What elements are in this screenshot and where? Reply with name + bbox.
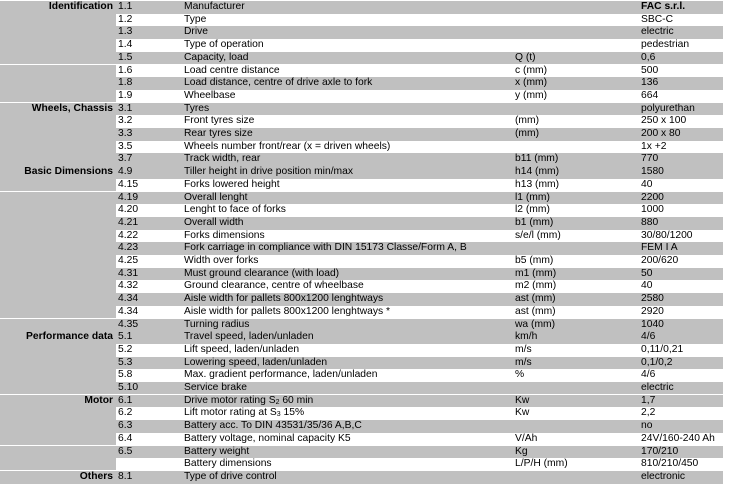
item-description: Battery acc. To DIN 43531/35/36 A,B,C	[184, 420, 362, 432]
item-value: 2920	[641, 305, 664, 317]
item-description: Forks dimensions	[184, 229, 265, 241]
table-row	[0, 306, 733, 319]
item-code: 4.35	[118, 318, 139, 330]
item-code: 4.9	[118, 166, 133, 178]
item-value: 2200	[641, 191, 664, 203]
item-code: 4.22	[118, 229, 139, 241]
item-code: 6.4	[118, 432, 133, 444]
table-row	[0, 331, 733, 344]
table-row	[0, 433, 733, 446]
item-unit: %	[515, 369, 525, 381]
item-description: Battery dimensions	[184, 458, 272, 470]
item-description: Type of operation	[184, 39, 264, 51]
item-value: 1,7	[641, 394, 656, 406]
item-description: Lift speed, laden/unladen	[184, 343, 300, 355]
section-label-cell	[0, 280, 116, 293]
table-row	[0, 268, 733, 281]
section-label-cell	[0, 230, 116, 243]
item-code: 4.25	[118, 255, 139, 266]
table-row	[0, 179, 733, 192]
item-code: 6.2	[118, 407, 133, 419]
section-label-cell	[0, 433, 116, 446]
item-unit: wa (mm)	[515, 318, 556, 330]
section-label-cell	[0, 242, 116, 255]
section-title: Identification	[48, 1, 113, 12]
item-unit: ast (mm)	[515, 293, 556, 305]
item-value: 4/6	[641, 331, 656, 343]
section-label-cell	[0, 293, 116, 306]
item-description: Lenght to face of forks	[184, 204, 286, 216]
item-unit: V/Ah	[515, 432, 538, 444]
item-code: 4.34	[118, 305, 139, 317]
item-description: Track width, rear	[184, 153, 261, 165]
section-label-cell	[0, 77, 116, 90]
section-title: Wheels, Chassis	[31, 102, 113, 114]
table-row	[0, 39, 733, 52]
item-value: 0,11/0,21	[641, 343, 684, 355]
item-description: Drive motor rating $S_2$ 60 min	[184, 394, 314, 406]
item-code: 5.2	[118, 343, 133, 355]
item-unit: x (mm)	[515, 77, 548, 89]
item-value: 2580	[641, 293, 664, 305]
table-row	[0, 204, 733, 217]
item-value: polyurethan	[641, 102, 695, 114]
section-label-cell	[0, 128, 116, 141]
table-row	[0, 458, 733, 471]
table-row	[0, 77, 733, 90]
item-value: 40	[641, 280, 653, 292]
item-code: 5.8	[118, 369, 133, 381]
section-label-cell	[0, 407, 116, 420]
item-value: 0,1/0,2	[641, 356, 673, 368]
item-value: electric	[641, 382, 674, 393]
table-row	[0, 280, 733, 293]
item-description: Max. gradient performance, laden/unladen	[184, 369, 378, 381]
item-unit: c (mm)	[515, 64, 548, 76]
item-value: 200 x 80	[641, 128, 681, 139]
item-code: 4.19	[118, 191, 139, 203]
table-row	[0, 255, 733, 268]
section-label-cell	[0, 192, 116, 205]
item-code: 4.31	[118, 267, 139, 279]
item-value: 170/210	[641, 445, 679, 457]
item-value: 250 x 100	[641, 115, 687, 127]
item-description: Lowering speed, laden/unladen	[184, 356, 328, 368]
item-code: 6.1	[118, 394, 133, 406]
item-value: 50	[641, 267, 653, 279]
item-unit: b1 (mm)	[515, 216, 554, 228]
item-unit: l2 (mm)	[515, 204, 550, 216]
section-label-cell	[0, 420, 116, 433]
item-unit: km/h	[515, 331, 538, 343]
item-value: 30/80/1200	[641, 229, 693, 241]
section-label-cell	[0, 217, 116, 230]
item-unit: b5 (mm)	[515, 255, 554, 266]
item-code: 1.4	[118, 39, 133, 51]
item-description: Overall width	[184, 216, 244, 228]
item-unit: Kw	[515, 407, 530, 419]
table-row	[0, 128, 733, 141]
table-row	[0, 52, 733, 65]
item-description: Tyres	[184, 102, 210, 114]
item-value: 2,2	[641, 407, 656, 419]
item-code: 5.10	[118, 382, 139, 393]
item-code: 1.9	[118, 89, 133, 101]
item-value: 770	[641, 153, 659, 165]
item-description: Service brake	[184, 382, 247, 393]
table-row	[0, 293, 733, 306]
item-unit: h14 (mm)	[515, 166, 560, 178]
section-label-cell	[0, 344, 116, 357]
item-unit: Kw	[515, 394, 530, 406]
item-description: Type of drive control	[184, 470, 277, 482]
item-value: pedestrian	[641, 39, 690, 51]
section-label-cell	[0, 141, 116, 154]
section-title: Motor	[84, 394, 113, 406]
item-value: no	[641, 420, 653, 432]
table-row	[0, 14, 733, 27]
item-description: Load distance, centre of drive axle to fork	[184, 77, 373, 89]
item-description: Aisle width for pallets 800x1200 lenghtways	[184, 293, 384, 305]
item-code: 3.2	[118, 115, 133, 127]
item-unit: Kg	[515, 445, 528, 457]
item-description: Must ground clearance (with load)	[184, 267, 340, 279]
subscript: 2	[275, 398, 280, 406]
item-description: Wheels number front/rear (x = driven wheels)	[184, 140, 391, 152]
item-description: Battery voltage, nominal capacity K5	[184, 432, 351, 444]
item-unit: l1 (mm)	[515, 191, 550, 203]
table-row	[0, 242, 733, 255]
item-value: 1580	[641, 166, 664, 178]
item-unit: m2 (mm)	[515, 280, 557, 292]
section-label-cell	[0, 90, 116, 103]
section-label-cell	[0, 357, 116, 370]
table-row	[0, 1, 733, 14]
section-label-cell	[0, 382, 116, 395]
item-description: Tiller height in drive position min/max	[184, 166, 354, 178]
item-description: Type	[184, 13, 207, 25]
table-row	[0, 192, 733, 205]
item-unit: h13 (mm)	[515, 178, 560, 190]
item-code: 6.5	[118, 445, 133, 457]
item-description: Turning radius	[184, 318, 250, 330]
item-value: 1000	[641, 204, 664, 216]
item-code: 4.20	[118, 204, 139, 216]
section-label-cell	[0, 255, 116, 268]
item-description: Load centre distance	[184, 64, 280, 76]
item-unit: (mm)	[515, 128, 540, 139]
section-label-cell	[0, 52, 116, 65]
item-unit: b11 (mm)	[515, 153, 559, 165]
section-title: Others	[79, 470, 113, 482]
section-label-cell	[0, 369, 116, 382]
item-code: 4.15	[118, 178, 139, 190]
section-label-cell	[0, 446, 116, 459]
section-label-cell	[0, 458, 116, 471]
item-description: Lift motor rating at $S_3$ 15%	[184, 407, 305, 419]
item-code: 1.1	[118, 1, 133, 12]
item-unit: Q (t)	[515, 51, 536, 63]
item-value: 136	[641, 77, 659, 89]
item-description: Travel speed, laden/unladen	[184, 331, 314, 343]
item-code: 3.1	[118, 102, 133, 114]
table-row	[0, 395, 733, 408]
section-label-cell	[0, 268, 116, 281]
table-row	[0, 65, 733, 78]
item-unit: m1 (mm)	[515, 267, 557, 279]
item-description: Wheelbase	[184, 89, 236, 101]
section-label-cell	[0, 115, 116, 128]
item-description: Battery weight	[184, 445, 250, 457]
item-description: Drive	[184, 26, 209, 38]
item-unit: L/P/H (mm)	[515, 458, 568, 470]
section-label-cell	[0, 179, 116, 192]
table-row	[0, 407, 733, 420]
section-label-cell	[0, 204, 116, 217]
item-unit: ast (mm)	[515, 305, 556, 317]
item-code: 3.3	[118, 128, 133, 139]
item-unit: s/e/l (mm)	[515, 229, 561, 241]
item-value: 810/210/450	[641, 458, 699, 470]
section-label-cell	[0, 65, 116, 78]
item-value: 664	[641, 89, 659, 101]
section-label-cell	[0, 306, 116, 319]
item-description: Manufacturer	[184, 1, 245, 12]
item-code: 1.5	[118, 51, 133, 63]
item-unit: m/s	[515, 356, 532, 368]
item-description: Forks lowered height	[184, 178, 280, 190]
item-value: 4/6	[641, 369, 656, 381]
item-description: Fork carriage in compliance with DIN 15173 Classe/Form A, B	[184, 242, 467, 254]
table-row	[0, 471, 733, 484]
table-row	[0, 357, 733, 370]
table-row	[0, 90, 733, 103]
item-description: Overall lenght	[184, 191, 248, 203]
item-value: electronic	[641, 470, 686, 482]
item-code: 3.7	[118, 153, 133, 165]
section-label-cell	[0, 319, 116, 332]
item-description: Aisle width for pallets 800x1200 lenghtways *	[184, 305, 391, 317]
item-value: electric	[641, 26, 674, 38]
item-code: 1.2	[118, 13, 133, 25]
item-code: 5.1	[118, 331, 133, 343]
item-code: 1.8	[118, 77, 133, 89]
section-title: Performance data	[26, 331, 113, 343]
item-code: 1.3	[118, 26, 133, 38]
item-description: Capacity, load	[184, 51, 249, 63]
table-row	[0, 369, 733, 382]
item-code: 8.1	[118, 470, 133, 482]
table-row	[0, 217, 733, 230]
item-value: 1040	[641, 318, 664, 330]
item-description: Ground clearance, centre of wheelbase	[184, 280, 364, 292]
section-label-cell	[0, 26, 116, 39]
item-value: 1x +2	[641, 140, 667, 152]
table-row	[0, 230, 733, 243]
item-value: 24V/160-240 Ah	[641, 432, 715, 444]
item-code: 3.5	[118, 140, 133, 152]
item-value: 500	[641, 64, 659, 76]
table-row	[0, 344, 733, 357]
item-code: 5.3	[118, 356, 133, 368]
item-unit: (mm)	[515, 115, 540, 127]
section-label-cell	[0, 153, 116, 166]
item-value: 880	[641, 216, 659, 228]
item-value: FAC s.r.l.	[641, 1, 686, 12]
table-row	[0, 103, 733, 116]
item-value: SBC-C	[641, 13, 674, 25]
table-row	[0, 115, 733, 128]
item-code: 6.3	[118, 420, 133, 432]
item-description: Rear tyres size	[184, 128, 253, 139]
section-title: Basic Dimensions	[24, 166, 113, 178]
item-description: Front tyres size	[184, 115, 255, 127]
item-code: 4.23	[118, 242, 139, 254]
item-code: 1.6	[118, 64, 133, 76]
item-value: 200/620	[641, 255, 679, 266]
item-description: Width over forks	[184, 255, 259, 266]
table-row	[0, 446, 733, 459]
table-row	[0, 141, 733, 154]
table-row	[0, 153, 733, 166]
table-row	[0, 319, 733, 332]
table-row	[0, 26, 733, 39]
section-label-cell	[0, 14, 116, 27]
subscript: 3	[276, 411, 281, 419]
item-code: 4.32	[118, 280, 139, 292]
item-unit: y (mm)	[515, 89, 548, 101]
item-unit: m/s	[515, 343, 532, 355]
table-row	[0, 382, 733, 395]
section-label-cell	[0, 39, 116, 52]
item-value: FEM I A	[641, 242, 678, 254]
table-row	[0, 420, 733, 433]
item-value: 40	[641, 178, 653, 190]
table-row	[0, 166, 733, 179]
item-code: 4.34	[118, 293, 139, 305]
item-value: 0,6	[641, 51, 656, 63]
item-code: 4.21	[118, 216, 139, 228]
